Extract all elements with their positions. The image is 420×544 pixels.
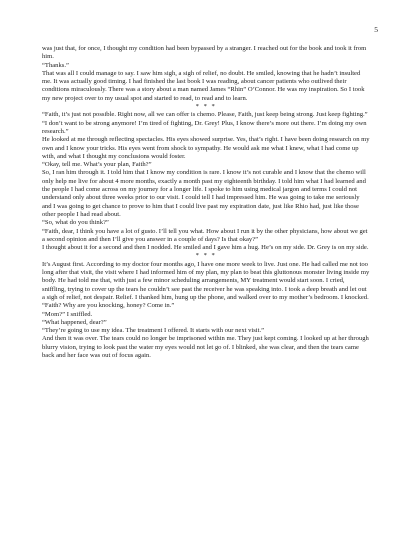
- paragraph: So, I ran him through it. I told him that I know my condition is rare. I know it’s not curable and I know that the chemo will only help me live for about 4 more months, exactly a month past my eighteenth birthday. I told him what I had learned and the people I had come across on my journey for a longer life. I spoke to him using medical jargon and terms I could not understand only about three weeks prior to our visit. I could tell I had impressed him. He was going to take me seriously and I was going to get chance to prove to him that I could live past my expiration date, just like Rhio had, just like those other people I had read about.: [42, 169, 366, 218]
- paragraph: was just that, for once, I thought my condition had been bypassed by a stranger. I reached out for the book and took it from him.: [42, 45, 367, 61]
- section-separator: * * *: [195, 252, 217, 260]
- dialogue-line: “Faith, dear, I think you have a lot of gusto. I’ll tell you what. How about I run it by the other physicians, how about we get a second opinion and then I’ll give you answer in a couple of days? Is that okay?”: [42, 227, 368, 243]
- paragraph: And then it was over. The tears could no longer be imprisoned within me. They just kept coming. I looked up at her through blurry vision, trying to look past the water my eyes would not let go of. I blinked, she was clear, and then the tears came back and her face was out of focus again.: [42, 335, 369, 359]
- story-text: [42, 45, 370, 360]
- dialogue-line: “What happened, dear?”: [42, 318, 107, 326]
- paragraph: I thought about it for a second and then I nodded. He smiled and I gave him a hug. He’s on my side. Dr. Grey is on my side.: [42, 244, 369, 252]
- dialogue-line: “Faith, it’s just not possible. Right now, all we can offer is chemo. Please, Faith, just keep being strong. Just keep fighting.”: [42, 111, 368, 119]
- paragraph: He looked at me through reflecting spectacles. His eyes showed surprise. Yes, that’s right. I have been doing research on my own and I know your tricks. His eyes went from shock to sympathy. He would ask me what I knew, what I had come up with, and what I thought my conclusions would foster.: [42, 136, 370, 160]
- dialogue-line: “Faith? Why are you knocking, honey? Come in.”: [42, 302, 175, 310]
- paragraph: That was all I could manage to say. I saw him sigh, a sigh of relief, no doubt. He smiled, knowing that he hadn’t insulted me. It was actually good timing. I had finished the last book I was reading, about cancer patients who outlived their conditions miraculously. There was a story about a man named James “Rhin” O’Connor. He was my inspiration. So I took my new project over to my usual spot and started to read, to read and to learn.: [42, 69, 365, 102]
- dialogue-line: “Thanks.”: [42, 61, 69, 69]
- paragraph: It’s August first. According to my doctor four months ago, I have one more week to live. Just one. He had called me not too long after that visit, the visit where I had informed him of my plan, my plan to beat this gluttonous monster living inside my body. He had told me that, with just a few minor scheduling arrangements, MY treatment would start soon. I cried, sniffling, trying to cover up the tears he couldn’t see past the receiver he was speaking into. I took a deep breath and let out a sigh of relief, not despair. Relief. I thanked him, hung up the phone, and walked over to my mother’s bedroom. I knocked.: [42, 260, 370, 301]
- dialogue-line: “So, what do you think?”: [42, 219, 109, 227]
- dialogue-line: “Mom?” I sniffled.: [42, 310, 93, 318]
- dialogue-line: “They’re going to use my idea. The treatment I offered. It starts with our next visit.”: [42, 327, 265, 335]
- page-number: 5: [374, 25, 378, 34]
- dialogue-line: “Okay, tell me. What’s your plan, Faith?”: [42, 161, 152, 169]
- dialogue-line: “I don’t want to be strong anymore! I’m tired of fighting, Dr. Grey! Plus, I know there’s more out there. I’m doing my own research.”: [42, 119, 367, 135]
- section-separator: * * *: [195, 103, 217, 111]
